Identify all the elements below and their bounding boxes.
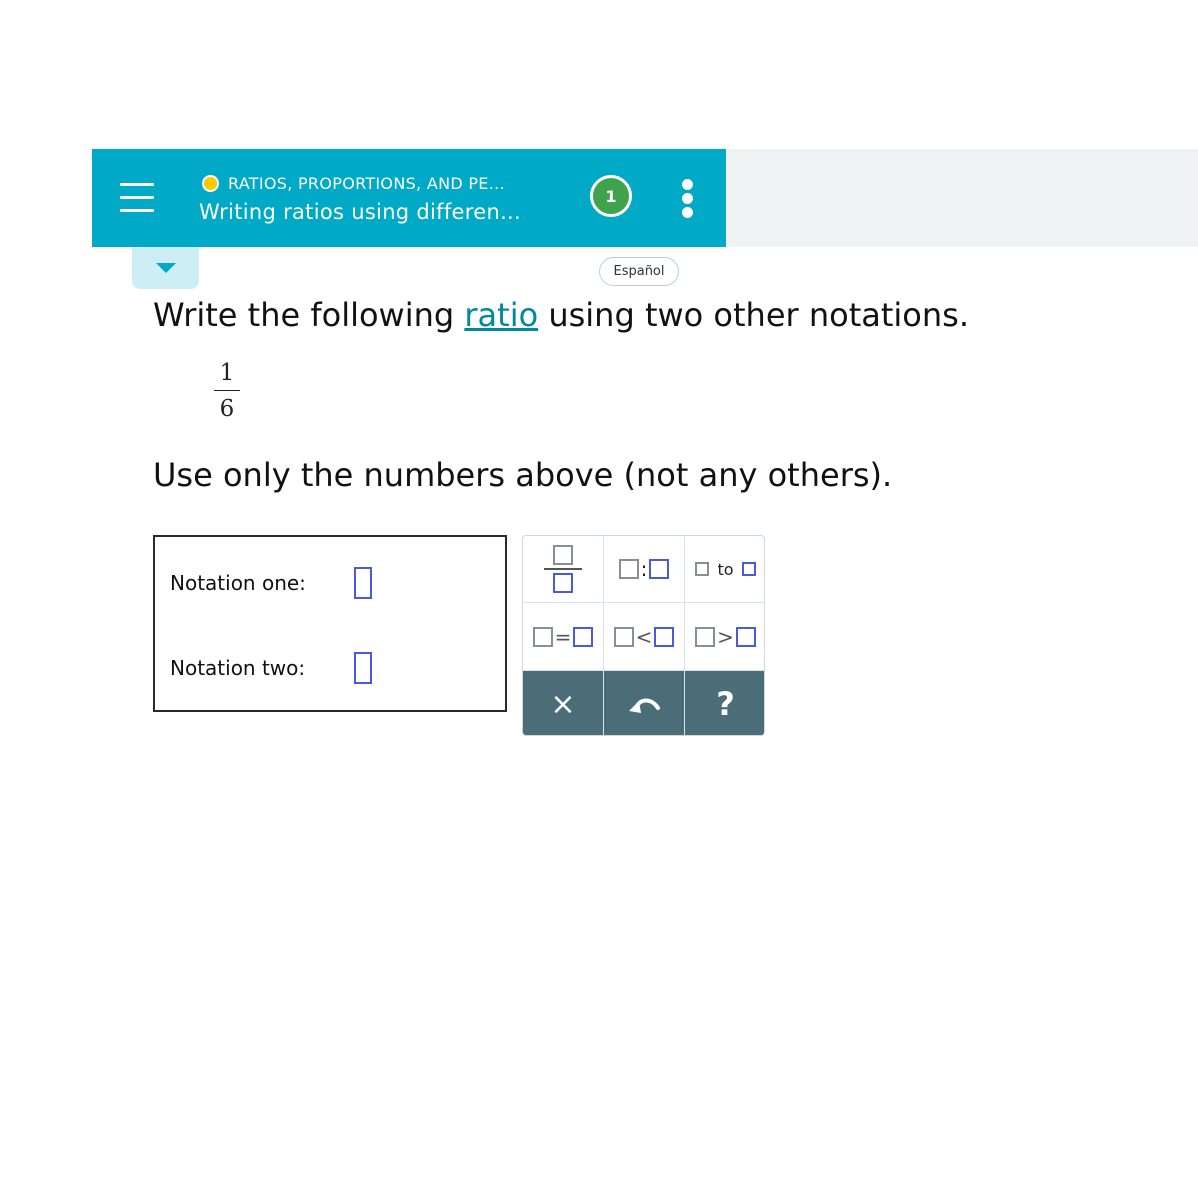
numerator-placeholder-icon	[553, 545, 573, 565]
less-than-key[interactable]	[604, 603, 684, 670]
answer-row-one	[170, 563, 372, 603]
greater-than-symbol: >	[717, 624, 734, 649]
equals-symbol: =	[554, 624, 572, 649]
collapse-toggle-button[interactable]	[132, 247, 199, 289]
fraction-denominator: 6	[219, 396, 235, 422]
vertical-ellipsis-icon[interactable]	[680, 179, 694, 221]
undo-button[interactable]	[604, 671, 684, 736]
fraction-bar	[214, 390, 240, 391]
given-ratio-fraction	[214, 360, 240, 422]
fraction-template-icon	[544, 545, 582, 593]
to-ratio-key[interactable]	[685, 536, 765, 602]
question-instruction: Use only the numbers above (not any others).	[153, 456, 893, 494]
right-placeholder-icon	[736, 627, 756, 647]
left-placeholder-icon	[695, 627, 715, 647]
clear-x-icon: ×	[550, 686, 576, 722]
topic-header	[92, 149, 726, 247]
denominator-placeholder-icon	[553, 573, 573, 593]
notation-one-input[interactable]	[354, 567, 372, 599]
topic-row	[202, 173, 505, 193]
topic-name: RATIOS, PROPORTIONS, AND PE...	[228, 173, 505, 193]
question-prompt	[153, 296, 969, 334]
answer-row-two	[170, 648, 372, 688]
right-placeholder-icon	[742, 562, 756, 576]
math-keypad	[522, 535, 765, 736]
fraction-bar-icon	[544, 568, 582, 570]
ratio-glossary-link[interactable]: ratio	[464, 296, 539, 334]
right-placeholder-icon	[573, 627, 593, 647]
help-button[interactable]	[685, 671, 765, 736]
left-placeholder-icon	[614, 627, 634, 647]
fraction-numerator: 1	[219, 360, 235, 386]
notation-two-label: Notation two:	[170, 656, 306, 680]
left-placeholder-icon	[533, 627, 553, 647]
prompt-text-end: using two other notations.	[538, 296, 969, 334]
left-placeholder-icon	[695, 562, 709, 576]
greater-than-key[interactable]	[685, 603, 765, 670]
clear-button[interactable]	[523, 671, 603, 736]
progress-badge[interactable]: 1	[590, 175, 632, 217]
prompt-text-start: Write the following	[153, 296, 465, 334]
language-toggle-button[interactable]: Español	[599, 257, 679, 286]
right-placeholder-icon	[649, 559, 669, 579]
to-word: to	[717, 559, 734, 579]
less-than-symbol: <	[635, 624, 653, 649]
help-question-icon: ?	[716, 685, 735, 723]
topic-status-dot	[202, 175, 219, 192]
undo-icon	[626, 692, 662, 716]
notation-two-input[interactable]	[354, 652, 372, 684]
caret-down-icon	[156, 263, 176, 273]
equals-key[interactable]	[523, 603, 603, 670]
header-background-extension	[726, 149, 1198, 247]
notation-one-label: Notation one:	[170, 571, 306, 595]
colon-symbol: :	[640, 557, 648, 581]
hamburger-menu-icon[interactable]	[120, 183, 154, 213]
colon-ratio-key[interactable]	[604, 536, 684, 602]
fraction-key[interactable]	[523, 536, 603, 602]
right-placeholder-icon	[654, 627, 674, 647]
answer-box	[153, 535, 507, 712]
lesson-title: Writing ratios using differen...	[199, 200, 522, 224]
left-placeholder-icon	[619, 559, 639, 579]
